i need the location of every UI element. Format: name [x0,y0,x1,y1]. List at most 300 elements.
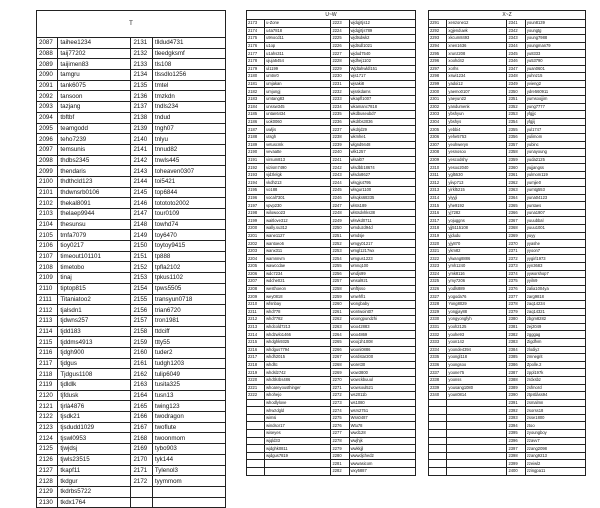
username-cell: ylwang8886 [447,255,507,263]
table-row [37,144,226,155]
entry-number-cell: 2262 [331,316,349,324]
panel-t-table [36,10,226,508]
entry-number-cell: 2165 [131,401,152,412]
entry-number-cell: 2376 [507,285,525,293]
entry-number-cell: 2101 [37,187,58,198]
entry-number-cell: 2109 [37,273,58,284]
username-cell: tnlyu [152,134,225,145]
table-row [37,38,226,49]
table-row [429,50,586,58]
username-cell: ydre560911 [525,88,585,96]
username-cell: yvieng2 [525,80,585,88]
entry-number-cell: 2335 [429,354,447,362]
entry-number-cell: 2244 [331,179,349,187]
entry-number-cell: 2400 [507,468,525,476]
entry-number-cell: 2263 [331,323,349,331]
username-cell: wxy5887 [349,468,415,476]
username-cell: yongyongfyh [447,316,507,324]
entry-number-cell: 2237 [331,126,349,134]
table-row [429,133,586,141]
table-row [429,422,586,430]
entry-number-cell: 2330 [429,316,447,324]
entry-number-cell: 2168 [131,433,152,444]
table-row [37,305,226,316]
entry-number-cell [131,497,152,508]
username-cell: yesnosoo [447,149,507,157]
entry-number-cell: 2323 [429,263,447,271]
entry-number-cell: 2112 [37,305,58,316]
entry-number-cell: 2278 [331,437,349,445]
username-cell: wkdbuseubd7 [349,111,415,119]
entry-number-cell: 2389 [507,384,525,392]
username-cell: yadoi12 [447,80,507,88]
entry-number-cell: 2161 [131,358,152,369]
table-row [247,95,416,103]
entry-number-cell: 2308 [429,149,447,157]
table-row [247,300,416,308]
entry-number-cell: 2141 [131,144,152,155]
entry-number-cell: 2399 [507,460,525,468]
table-row [247,133,416,141]
entry-number-cell: 2195 [247,187,265,195]
entry-number-cell: 2239 [331,141,349,149]
panel-header: T [37,11,226,38]
username-cell: thelaep9944 [58,209,131,220]
username-cell: yyn3683 [525,263,585,271]
table-row [429,42,586,50]
entry-number-cell [429,414,447,422]
table-row [247,369,416,377]
table-row [247,240,416,248]
table-row [247,468,416,476]
username-cell: whdtlsrbs486 [265,376,331,384]
entry-number-cell: 2119 [37,380,58,391]
table-row [429,149,586,157]
table-row [429,88,586,96]
username-cell: tank6075 [58,80,131,91]
entry-number-cell: 2230 [331,73,349,81]
table-row [37,176,226,187]
table-row [247,50,416,58]
entry-number-cell [247,399,265,407]
entry-number-cell: 2340 [429,392,447,400]
entry-number-cell: 2375 [507,278,525,286]
table-row [429,225,586,233]
entry-number-cell: 2261 [331,308,349,316]
entry-number-cell: 2214 [247,331,265,339]
table-row [37,48,226,59]
entry-number-cell: 2189 [247,141,265,149]
table-row [247,255,416,263]
panel-body [37,38,226,508]
entry-number-cell: 2384 [507,346,525,354]
table-row [247,445,416,453]
entry-number-cell: 2167 [131,422,152,433]
username-cell: wjdghk0811 [265,445,331,453]
table-row [37,123,226,134]
entry-number-cell: 2294 [429,42,447,50]
entry-number-cell: 2367 [507,217,525,225]
table-row [247,57,416,65]
table-row [429,171,586,179]
entry-number-cell [429,460,447,468]
username-cell: yfgjij [525,118,585,126]
entry-number-cell: 2351 [507,95,525,103]
username-cell: ymh1240 [447,263,507,271]
entry-number-cell: 2210 [247,300,265,308]
username-cell: wantoeo6 [265,240,331,248]
entry-number-cell: 2153 [131,273,152,284]
username-cell: wlsvkd0711 [349,217,415,225]
entry-number-cell: 2157 [131,315,152,326]
username-cell: yiyyji [447,194,507,202]
entry-number-cell: 2217 [247,354,265,362]
username-cell: zzavv7 [525,437,585,445]
table-row [429,65,586,73]
entry-number-cell: 2296 [429,57,447,65]
username-cell: tyk144 [152,454,225,465]
entry-number-cell: 2229 [331,65,349,73]
entry-number-cell: 2353 [507,111,525,119]
username-cell: toytoy9415 [152,241,225,252]
table-row [247,103,416,111]
username-cell: tinaj [58,273,131,284]
entry-number-cell: 2172 [131,476,152,487]
table-row [37,209,226,220]
username-cell: zgggag [525,331,585,339]
username-cell [152,497,225,508]
entry-number-cell: 2318 [429,225,447,233]
panel-xz-table [428,10,586,476]
username-cell: thendaris [58,166,131,177]
username-cell: whdsl2742 [265,369,331,377]
entry-number-cell: 2347 [507,65,525,73]
entry-number-cell: 2142 [131,155,152,166]
username-cell: wongbaby [349,300,415,308]
entry-number-cell: 2370 [507,240,525,248]
username-cell: tuder2 [152,347,225,358]
username-cell: yescodshy [447,156,507,164]
username-cell: yirkl5215 [447,187,507,195]
entry-number-cell: 2265 [331,338,349,346]
entry-number-cell: 2343 [507,35,525,43]
entry-number-cell: 2293 [429,35,447,43]
table-row [429,111,586,119]
entry-number-cell: 2297 [429,65,447,73]
username-cell: yu8333 [525,50,585,58]
username-cell: Wjdtahwldl151 [349,65,415,73]
entry-number-cell: 2301 [429,95,447,103]
username-cell: towhd74 [152,219,225,230]
entry-number-cell: 2291 [429,20,447,28]
username-cell: yuntaes [525,202,585,210]
username-cell: tjfdusk [58,390,131,401]
username-cell: yuyy [525,232,585,240]
username-cell: wjdud7540 [349,50,415,58]
entry-number-cell: 2198 [247,209,265,217]
table-row [37,80,226,91]
username-cell: yaemo0107 [447,88,507,96]
username-cell: yjj5115108 [447,225,507,233]
table-row [247,338,416,346]
username-cell: whodlylove [265,399,331,407]
username-cell: uwljis [265,126,331,134]
entry-number-cell: 2186 [247,118,265,126]
username-cell: vpvp230 [265,202,331,210]
entry-number-cell: 2147 [131,209,152,220]
username-cell: tudgh1203 [152,358,225,369]
table-row [247,361,416,369]
username-cell: u1ahs311 [265,50,331,58]
table-row [247,354,416,362]
entry-number-cell: 2336 [429,361,447,369]
entry-number-cell [247,407,265,415]
entry-number-cell: 2231 [331,80,349,88]
username-cell: yebbi4 [447,126,507,134]
table-row [247,247,416,255]
entry-number-cell: 2087 [37,38,58,49]
table-row [37,198,226,209]
username-cell: wwd128 [349,430,415,438]
entry-number-cell: 2118 [37,369,58,380]
table-row [37,390,226,401]
username-cell: tkdgur [58,476,131,487]
username-cell: tleedgksmf [152,48,225,59]
entry-number-cell: 2257 [331,278,349,286]
entry-number-cell: 2242 [331,164,349,172]
entry-number-cell: 2148 [131,219,152,230]
username-cell: ws1080 [349,399,415,407]
entry-number-cell: 2272 [331,392,349,400]
entry-number-cell: 2163 [131,380,152,391]
username-cell: wlsal07 [349,156,415,164]
table-row [429,27,586,35]
username-cell: wjdgus7819 [265,452,331,460]
username-cell: wkamanc7818 [349,103,415,111]
entry-number-cell: 2382 [507,331,525,339]
username-cell: zlodiyz [525,346,585,354]
username-cell: wmdsje [349,232,415,240]
entry-number-cell: 2298 [429,73,447,81]
username-cell: wontwoint07 [349,308,415,316]
username-cell: tbftbf [58,112,131,123]
username-cell: zmnegrit [525,354,585,362]
username-cell: zbgm8282 [525,316,585,324]
entry-number-cell: 2259 [331,293,349,301]
table-row [429,187,586,195]
entry-number-cell: 2240 [331,149,349,157]
username-cell: tjsdk21 [58,412,131,423]
username-cell: yoone75 [447,369,507,377]
entry-number-cell: 2366 [507,209,525,217]
username-cell: taihee1234 [58,38,131,49]
entry-number-cell: 2208 [247,285,265,293]
username-cell: xoohd42 [447,57,507,65]
username-cell: yoonss [447,376,507,384]
entry-number-cell: 2246 [331,194,349,202]
entry-number-cell: 2203 [247,247,265,255]
table-row [37,294,226,305]
table-row [429,354,586,362]
entry-number-cell: 2097 [37,144,58,155]
entry-number-cell: 2129 [37,486,58,497]
entry-number-cell: 2220 [247,376,265,384]
table-row [247,156,416,164]
username-cell: wlsdbb18674 [349,164,415,172]
table-row [247,42,416,50]
entry-number-cell: 2269 [331,369,349,377]
table-row [247,149,416,157]
entry-number-cell: 2232 [331,88,349,96]
username-cell: yhe9192 [447,202,507,210]
username-cell: young7988 [525,35,585,43]
username-cell: wowsoul521 [349,384,415,392]
entry-number-cell: 2154 [131,283,152,294]
entry-number-cell: 2137 [131,102,152,113]
entry-number-cell: 2096 [37,134,58,145]
username-cell: Yong8029 [447,300,507,308]
username-cell: wordstar200 [349,354,415,362]
entry-number-cell: 2180 [247,73,265,81]
table-row [429,331,586,339]
table-row [429,209,586,217]
username-cell: yuuu1001 [525,225,585,233]
entry-number-cell: 2280 [331,452,349,460]
table-row [247,65,416,73]
entry-number-cell: 2267 [331,354,349,362]
username-cell: whohejo [265,392,331,400]
entry-number-cell: 2127 [37,465,58,476]
table-row [37,422,226,433]
username-cell: toi5421 [152,176,225,187]
table-row [429,468,586,476]
entry-number-cell: 2369 [507,232,525,240]
username-cell [447,399,507,407]
table-row [247,430,416,438]
table-row [429,263,586,271]
entry-number-cell: 2106 [37,241,58,252]
username-cell: Titaniatoo2 [58,294,131,305]
table-row [429,202,586,210]
table-row [247,422,416,430]
username-cell: u4a7818 [265,27,331,35]
entry-number-cell: 2219 [247,369,265,377]
username-cell: yung7777 [525,103,585,111]
entry-number-cell: 2169 [131,444,152,455]
username-cell: yu53790 [525,57,585,65]
username-cell: tjdd183 [58,326,131,337]
entry-number-cell: 2271 [331,384,349,392]
username-cell: tjdgh900 [58,347,131,358]
entry-number-cell: 2331 [429,323,447,331]
username-cell: tron1981 [152,315,225,326]
entry-number-cell: 2151 [131,251,152,262]
table-row [37,315,226,326]
table-row [247,232,416,240]
username-cell: wimsi [265,414,331,422]
entry-number-cell: 2388 [507,376,525,384]
entry-number-cell: 2337 [429,369,447,377]
entry-number-cell: 2321 [429,247,447,255]
table-row [247,20,416,28]
entry-number-cell: 2307 [429,141,447,149]
entry-number-cell: 2107 [37,251,58,262]
username-cell: xswi1234 [447,73,507,81]
username-cell: youn8139 [525,20,585,28]
panel-header-row [37,11,226,38]
username-cell: tjddms4913 [58,337,131,348]
table-row [247,452,416,460]
entry-number-cell: 2225 [331,35,349,43]
entry-number-cell: 2395 [507,430,525,438]
table-row [37,219,226,230]
username-cell: wlsgur1100 [349,187,415,195]
table-row [37,251,226,262]
username-cell: ybshyun [447,111,507,119]
username-cell: yoonde4394 [447,346,507,354]
username-cell: yoongsoo [447,361,507,369]
username-cell: xnen1636 [447,42,507,50]
entry-number-cell: 2120 [37,390,58,401]
username-cell: wwjhjk [349,437,415,445]
entry-number-cell: 2196 [247,194,265,202]
entry-number-cell: 2374 [507,270,525,278]
entry-number-cell: 2188 [247,133,265,141]
username-cell: tmtel [152,80,225,91]
entry-number-cell [247,468,265,476]
entry-number-cell: 2235 [331,111,349,119]
username-cell: wjqld33 [265,437,331,445]
entry-number-cell: 2093 [37,102,58,113]
entry-number-cell: 2339 [429,384,447,392]
entry-number-cell: 2213 [247,323,265,331]
username-cell: taijimen83 [58,59,131,70]
table-row [37,380,226,391]
entry-number-cell: 2252 [331,240,349,248]
username-cell: tjalsdn1 [58,305,131,316]
entry-number-cell: 2357 [507,141,525,149]
entry-number-cell: 2090 [37,70,58,81]
entry-number-cell: 2363 [507,187,525,195]
entry-number-cell: 2105 [37,230,58,241]
username-cell: yyashe [525,240,585,248]
entry-number-cell: 2132 [131,48,152,59]
table-row [247,376,416,384]
username-cell: woo42883 [349,323,415,331]
username-cell: zzang2098 [525,445,585,453]
username-cell: yygirl1973 [525,255,585,263]
username-cell: tls108 [152,59,225,70]
entry-number-cell: 2380 [507,316,525,324]
username-cell [447,452,507,460]
entry-number-cell: 2338 [429,376,447,384]
username-cell: wkdrjd29 [349,126,415,134]
username-cell: umtang83 [265,95,331,103]
username-cell: tngh07 [152,123,225,134]
entry-number-cell: 2128 [37,476,58,487]
entry-number-cell: 2392 [507,407,525,415]
entry-number-cell [247,422,265,430]
table-row [247,278,416,286]
entry-number-cell: 2138 [131,112,152,123]
entry-number-cell: 2145 [131,187,152,198]
entry-number-cell: 2134 [131,70,152,81]
table-row [37,59,226,70]
table-row [429,126,586,134]
entry-number-cell: 2177 [247,50,265,58]
entry-number-cell: 2166 [131,412,152,423]
entry-number-cell: 2133 [131,59,152,70]
